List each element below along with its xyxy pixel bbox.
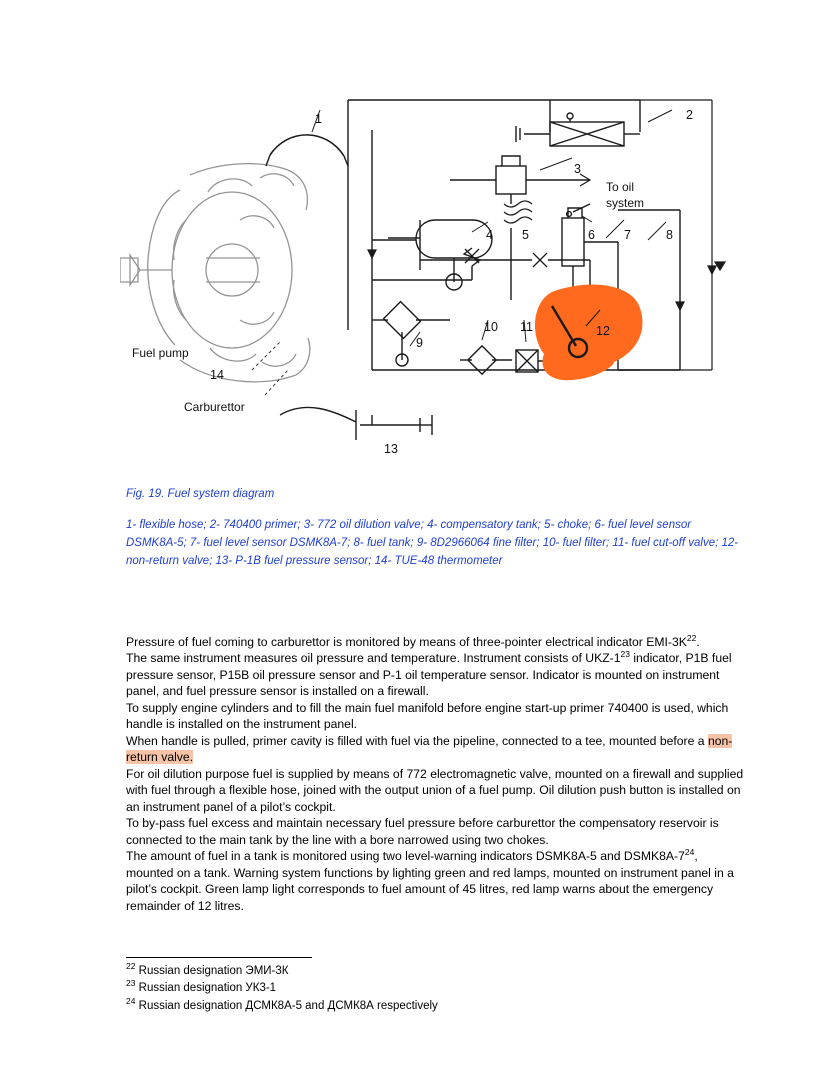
footnote-22-number: 22 — [126, 961, 136, 972]
callout-2: 2 — [686, 108, 693, 122]
to-oil-system-label-line1: To oil — [606, 180, 635, 194]
paragraph-3 — [126, 733, 746, 766]
highlighted-phrase: non-return valve. — [126, 733, 733, 765]
footnote-23-number: 23 — [126, 978, 136, 989]
p6-part-b: , mounted on a tank. Warning system functions by lighting green and red lamps, mounted on instrument panel in a pilot’s cockpit. Green lamp light corresponds to fuel amount of 45 litres, red lamp warns about the emergency remainder of 12 litres. — [126, 849, 734, 913]
footnote-separator — [126, 957, 312, 958]
callout-8: 8 — [666, 228, 673, 242]
carburettor-label: Carburettor — [184, 400, 245, 414]
callout-6: 6 — [588, 228, 595, 242]
footnote-ref-23: 23 — [620, 649, 630, 660]
figure-legend: 1- flexible hose; 2- 740400 primer; 3- 772 oil dilution valve; 4- compensatory tank; 5- choke; 6- fuel level sensor DSMK8A-5; 7- fuel level sensor DSMK8A-7; 8- fuel tank; 9- 8D2966064 fine filter; 10- fuel filter; 11- fuel cut-off valve; 12- non-return valve; 13- P-1B fuel pressure sensor; 14- TUE-48 thermometer — [126, 519, 739, 567]
fuel-pump-label: Fuel pump — [132, 346, 189, 360]
p1-part-c: The same instrument measures oil pressure and temperature. Instrument consists of UKZ-1 — [126, 651, 621, 666]
callout-12: 12 — [596, 324, 610, 338]
footnote-22-text: Russian designation ЭМИ-3К — [138, 965, 289, 977]
figure-caption: Fig. 19. Fuel system diagram — [126, 488, 275, 500]
footnote-ref-22: 22 — [686, 632, 697, 643]
callout-10: 10 — [484, 320, 498, 334]
callout-1: 1 — [315, 112, 322, 126]
callout-14: 14 — [210, 368, 224, 382]
p1-part-a: Pressure of fuel coming to carburettor is monitored by means of three-pointer electrical indicator EMI-3K — [126, 635, 687, 649]
paragraph-5: To by-pass fuel excess and maintain necessary fuel pressure before carburettor the compensatory reservoir is connected to the main tank by the line with a bore narrowed using two chokes. — [126, 816, 719, 847]
callout-5: 5 — [522, 228, 529, 242]
highlight-annotation — [535, 285, 643, 381]
paragraph-4: For oil dilution purpose fuel is supplied by means of 772 electromagnetic valve, mounted on a firewall and supplied with fuel through a flexible hose, joined with the output union of a fuel pump. Oil dilution push button is installed on an instrument panel of a pilot’s cockpit. — [126, 766, 744, 814]
callout-9: 9 — [416, 336, 423, 350]
p6-part-a: The amount of fuel in a tank is monitored using two level-warning indicators DSMK8A-5 and DSMK8A-7 — [126, 849, 685, 864]
footnote-24 — [126, 995, 746, 1015]
footnote-24-number: 24 — [126, 995, 136, 1006]
footnote-22 — [126, 963, 746, 980]
callout-4: 4 — [486, 228, 493, 242]
callout-7: 7 — [624, 228, 631, 242]
footnote-23-text: Russian designation УК3-1 — [138, 982, 277, 995]
p1-part-b: . — [696, 635, 700, 649]
callout-3: 3 — [574, 162, 581, 176]
paragraph-2: To supply engine cylinders and to fill the main fuel manifold before engine start-up primer 740400 is used, which handle is installed on the instrument panel. — [126, 700, 729, 732]
p3-part-a: When handle is pulled, primer cavity is filled with fuel via the pipeline, connected to a tee, mounted before a — [126, 733, 708, 748]
body-text — [126, 634, 746, 914]
to-oil-system-label-line2: system — [606, 196, 645, 210]
footnote-24-text: Russian designation ДСМК8А-5 and ДСМК8А respectively — [138, 999, 438, 1012]
fuel-system-diagram-figure — [120, 70, 740, 470]
callout-11: 11 — [520, 320, 533, 334]
paragraph-6 — [126, 848, 746, 914]
p1-part-d: indicator, P1B fuel pressure sensor, P15B oil pressure sensor and P-1 oil temperature sensor. Indicator is mounted on instrument panel, and fuel pressure sensor is installed on a firewall. — [126, 651, 732, 699]
footnote-ref-24: 24 — [684, 847, 695, 858]
footnotes — [126, 963, 746, 1015]
callout-13: 13 — [384, 442, 398, 456]
paragraph-1 — [126, 634, 746, 700]
footnote-23 — [126, 980, 746, 997]
